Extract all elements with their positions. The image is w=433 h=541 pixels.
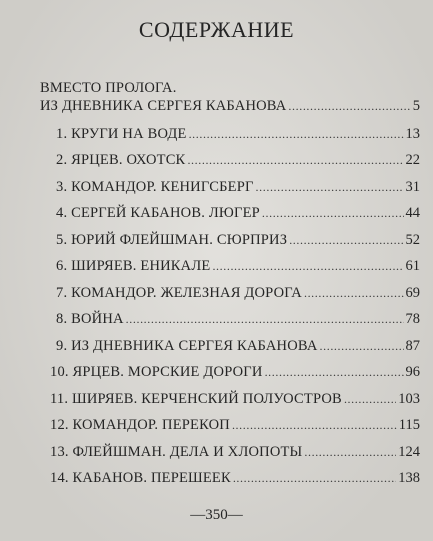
toc-entry-label: 14. КАБАНОВ. ПЕРЕШЕЕК xyxy=(50,470,231,486)
dot-leader xyxy=(256,177,404,197)
toc-entry-page-number: 13 xyxy=(405,126,420,142)
dot-leader xyxy=(289,230,403,250)
toc-entry xyxy=(56,309,420,329)
dot-leader xyxy=(344,389,396,409)
toc-entry-label: 6. ШИРЯЕВ. ЕНИКАЛЕ xyxy=(56,258,211,274)
toc-entry xyxy=(50,389,420,409)
toc-entry-label: 8. ВОЙНА xyxy=(56,311,124,327)
toc-entry xyxy=(56,336,420,356)
toc-entry-label: 4. СЕРГЕЙ КАБАНОВ. ЛЮГЕР xyxy=(56,205,260,221)
toc-entry-page-number: 5 xyxy=(412,98,420,114)
dot-leader xyxy=(265,362,404,382)
page-title: СОДЕРЖАНИЕ xyxy=(138,17,295,42)
toc-entry-page-number: 31 xyxy=(405,179,420,195)
toc-entry xyxy=(56,230,420,250)
toc-entry-page-number: 138 xyxy=(398,470,420,486)
toc-entry-label: 11. ШИРЯЕВ. КЕРЧЕНСКИЙ ПОЛУОСТРОВ xyxy=(50,391,342,407)
toc-entry-page-number: 103 xyxy=(398,391,420,407)
toc-entry-label: 5. ЮРИЙ ФЛЕЙШМАН. СЮРПРИЗ xyxy=(56,232,288,248)
toc-entry-page-number: 44 xyxy=(405,205,420,221)
toc-entry-page-number: 124 xyxy=(398,444,420,460)
toc-entry-page-number: 96 xyxy=(405,364,420,380)
toc-entry xyxy=(56,150,420,170)
toc-entry-prologue xyxy=(40,96,420,116)
toc-entry xyxy=(50,362,420,382)
dot-leader xyxy=(233,468,396,488)
toc-entry xyxy=(50,415,420,435)
toc-entry xyxy=(56,124,420,144)
toc-entry-label: 3. КОМАНДОР. КЕНИГСБЕРГ xyxy=(56,179,254,195)
toc-entry-label: 13. ФЛЕЙШМАН. ДЕЛА И ХЛОПОТЫ xyxy=(50,444,303,460)
toc-entry-label: 1. КРУГИ НА ВОДЕ xyxy=(56,126,187,142)
toc-entry xyxy=(56,203,420,223)
toc-entry-label: 9. ИЗ ДНЕВНИКА СЕРГЕЯ КАБАНОВА xyxy=(56,338,318,354)
dot-leader xyxy=(320,336,404,356)
toc-entry xyxy=(50,442,420,462)
toc-entry-page-number: 52 xyxy=(405,232,420,248)
toc-entry-page-number: 61 xyxy=(405,258,420,274)
toc-entry-label: 7. КОМАНДОР. ЖЕЛЕЗНАЯ ДОРОГА xyxy=(56,285,302,301)
dot-leader xyxy=(189,124,404,144)
toc-entry-label: 12. КОМАНДОР. ПЕРЕКОП xyxy=(50,417,230,433)
toc-entry xyxy=(50,468,420,488)
dot-leader xyxy=(304,442,396,462)
page-number-footer: —350— xyxy=(190,507,243,523)
toc-entry-page-number: 78 xyxy=(405,311,420,327)
toc-entry xyxy=(56,256,420,276)
toc-entry-page-number: 69 xyxy=(405,285,420,301)
dot-leader xyxy=(187,150,403,170)
toc-entry-page-number: 115 xyxy=(398,417,420,433)
toc-entry xyxy=(56,283,420,303)
toc-entry-label: ИЗ ДНЕВНИКА СЕРГЕЯ КАБАНОВА xyxy=(40,98,287,114)
dot-leader xyxy=(232,415,397,435)
dot-leader xyxy=(288,96,410,116)
dot-leader xyxy=(304,283,404,303)
toc-entry-page-number: 22 xyxy=(405,152,420,168)
dot-leader xyxy=(262,203,404,223)
toc-entry-page-number: 87 xyxy=(405,338,420,354)
dot-leader xyxy=(126,309,404,329)
toc-entry xyxy=(56,177,420,197)
toc-entry-label: 10. ЯРЦЕВ. МОРСКИЕ ДОРОГИ xyxy=(50,364,263,380)
dot-leader xyxy=(212,256,403,276)
prologue-title-line1: ВМЕСТО ПРОЛОГА. xyxy=(40,80,177,96)
toc-entry-label: 2. ЯРЦЕВ. ОХОТСК xyxy=(56,152,186,168)
